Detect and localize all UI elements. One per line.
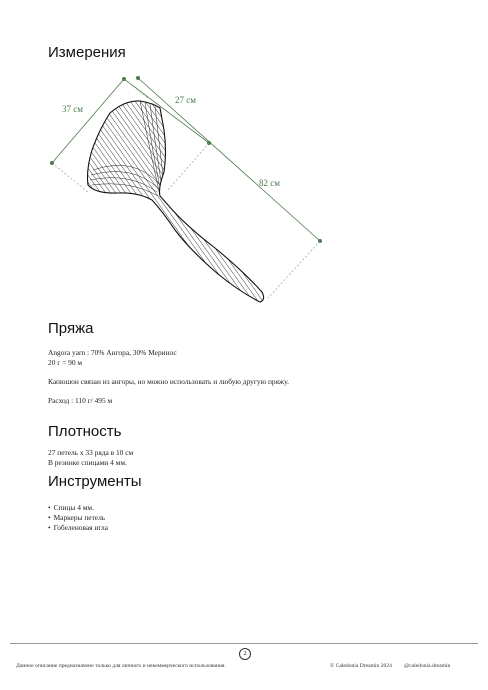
footer-divider xyxy=(10,643,478,644)
tool-item-needles: • Спицы 4 мм. xyxy=(48,503,448,513)
extension-line xyxy=(268,241,320,298)
page-number: 2 xyxy=(239,648,251,660)
tool-item-needle: • Гобеленовая игла xyxy=(48,523,448,533)
footer-handle[interactable]: @caledonia.dreamin xyxy=(404,663,451,669)
length-label: 82 см xyxy=(259,178,280,188)
yarn-composition: Angora yarn : 70% Ангора, 30% Меринос xyxy=(48,348,177,357)
measurements-title: Измерения xyxy=(48,44,126,61)
gauge-stitches: 27 петель x 33 ряда в 10 см xyxy=(48,448,134,457)
yarn-weight: 20 г = 90 м xyxy=(48,358,83,367)
gauge-title: Плотность xyxy=(48,423,122,440)
tools-title: Инструменты xyxy=(48,473,142,490)
marker-dot xyxy=(136,76,140,80)
width-label: 37 см xyxy=(62,104,83,114)
width-dimension-line xyxy=(52,79,124,163)
footer-disclaimer: Данное описание предназначено только для личного и некоммерческого использования. xyxy=(16,663,226,669)
tools-list xyxy=(48,503,448,533)
extension-line xyxy=(52,163,88,192)
tools-section xyxy=(48,503,448,533)
yarn-note: Капюшон связан из ангоры, но можно использовать и любую другую пряжу. xyxy=(48,377,289,386)
height-dimension-line xyxy=(124,79,209,143)
footer-copyright: © Caledonia Dreamin 2024 xyxy=(330,663,392,669)
yarn-consumption: Расход : 110 г/ 495 м xyxy=(48,396,113,405)
yarn-title: Пряжа xyxy=(48,320,94,337)
tool-item-markers: • Маркеры петель xyxy=(48,513,448,523)
gauge-section xyxy=(48,448,448,468)
hood-schematic-diagram xyxy=(0,0,488,320)
extension-line xyxy=(168,143,209,190)
yarn-section xyxy=(48,348,448,406)
height-label: 27 см xyxy=(175,95,196,105)
gauge-needles: В резинке спицами 4 мм. xyxy=(48,458,127,467)
